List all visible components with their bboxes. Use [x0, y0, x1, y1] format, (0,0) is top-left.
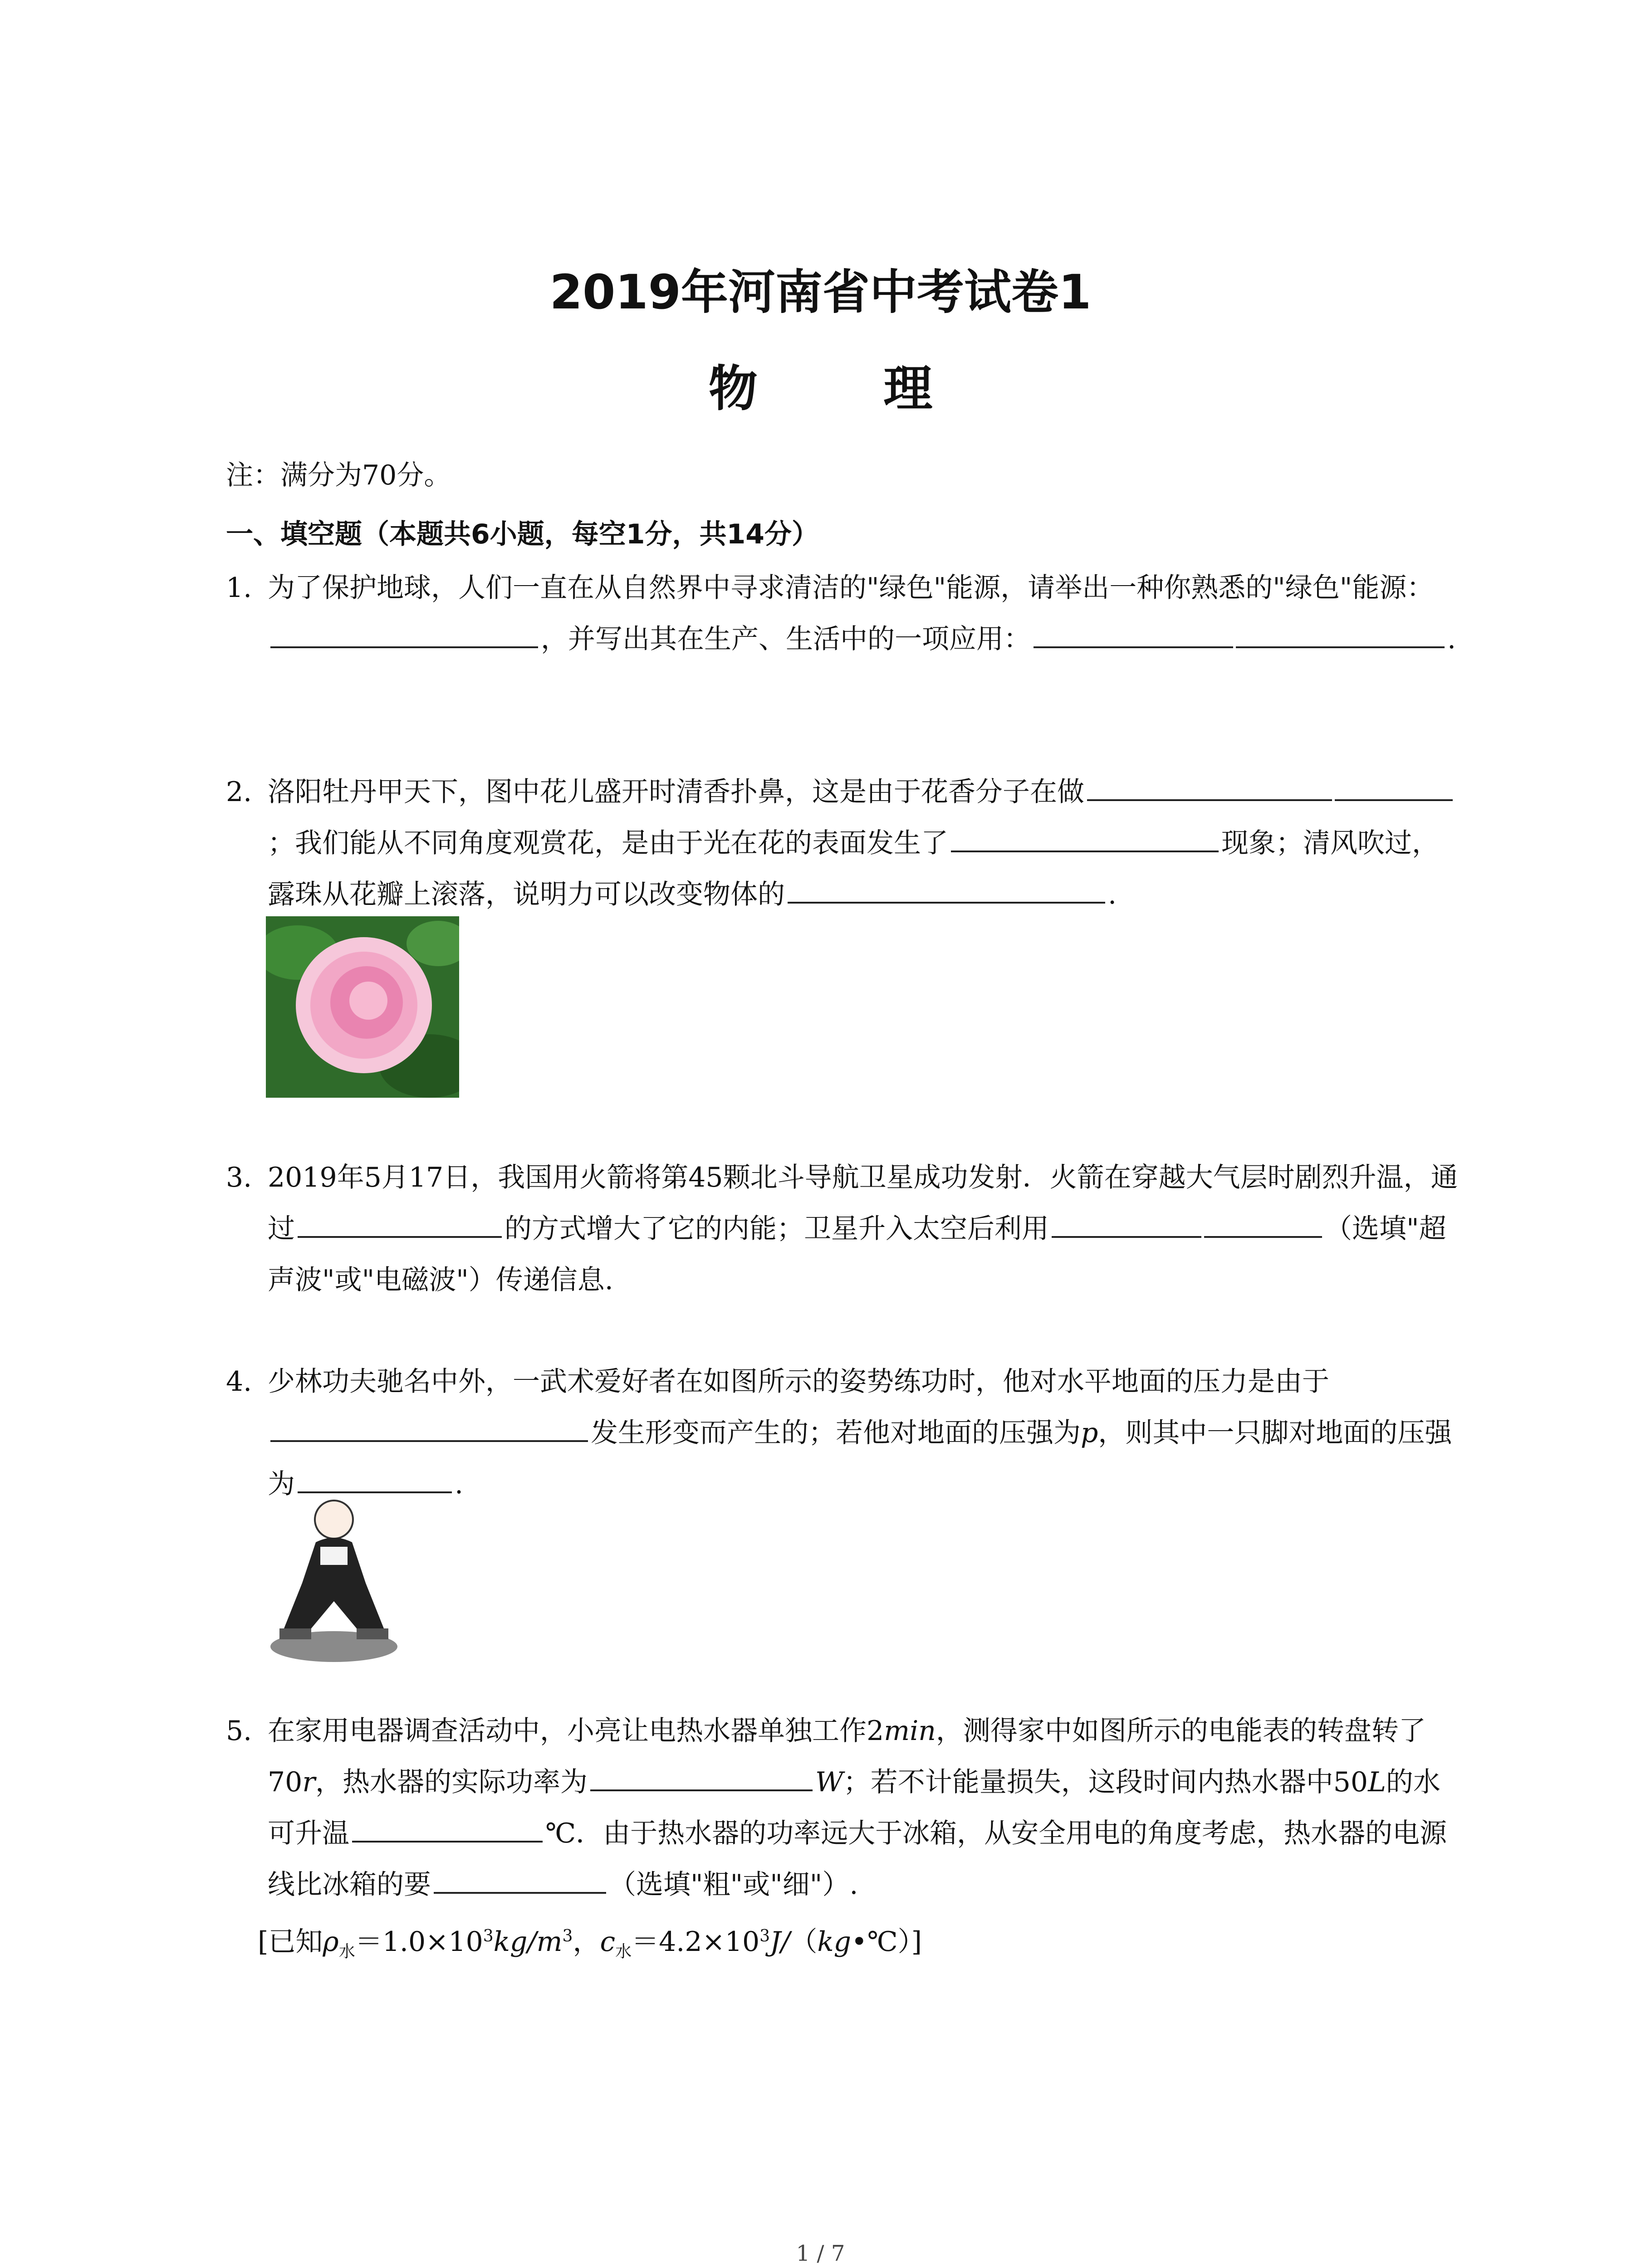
question-text: 在家用电器调查活动中，小亮让电热水器单独工作2: [268, 1715, 884, 1747]
subject-title: 物 理: [708, 361, 987, 417]
question-text: ；我们能从不同角度观赏花，是由于光在花的表面发生了: [268, 827, 948, 859]
given-superscript: 3: [759, 1927, 770, 1945]
question-number: 4.: [226, 1366, 252, 1398]
page-number: 1 / 7: [796, 2241, 845, 2266]
question-text: （选填"超声波"或"电磁波"）传递信息.: [268, 1213, 1446, 1296]
given-data: [258, 1911, 1460, 1977]
question-text: ，热水器的实际功率为: [315, 1766, 588, 1798]
question-text: 现象；清风吹过，露珠从花瓣上滚落，说明力可以改变物体的: [268, 827, 1439, 910]
question-text: .: [1447, 623, 1456, 655]
unit-joule: J/: [770, 1926, 790, 1958]
question-text: 发生形变而产生的；若他对地面的压强为: [591, 1417, 1081, 1449]
pressure-symbol: p: [1081, 1417, 1098, 1449]
question-text: .: [1108, 879, 1117, 910]
unit-kg: kg: [817, 1926, 852, 1958]
question-text: ，测得家中如图所示的电能表的转盘转了70: [268, 1715, 1426, 1798]
answer-blank[interactable]: [434, 1865, 606, 1894]
answer-blank[interactable]: [1052, 1209, 1201, 1238]
answer-blank[interactable]: [1087, 772, 1332, 801]
question-5: [226, 1706, 1460, 1977]
question-text: 的水可升温: [268, 1766, 1440, 1849]
answer-blank[interactable]: [352, 1813, 543, 1843]
question-number: 3.: [226, 1162, 252, 1193]
question-number: 1.: [226, 572, 252, 604]
given-superscript: 3: [562, 1927, 573, 1945]
answer-blank[interactable]: [270, 1413, 588, 1442]
peony-flower-image: [266, 916, 459, 1098]
question-text: ；若不计能量损失，这段时间内热水器中50: [843, 1766, 1368, 1798]
unit-density: kg/m: [493, 1926, 563, 1958]
kungfu-figure-image: [266, 1492, 402, 1665]
question-text: .: [455, 1468, 464, 1500]
section-header: 一、填空题（本题共6小题，每空1分，共14分）: [226, 518, 819, 550]
answer-blank[interactable]: [1204, 1209, 1322, 1238]
question-text: 为了保护地球，人们一直在从自然界中寻求清洁的"绿色"能源，请举出一种你熟悉的"绿色"能源：: [268, 572, 1434, 604]
unit-l: L: [1368, 1766, 1386, 1798]
given-text: ＝1.0×10: [355, 1926, 483, 1958]
question-text: 的方式增大了它的内能；卫星升入太空后利用: [505, 1213, 1049, 1245]
answer-blank[interactable]: [298, 1464, 452, 1493]
question-text: 2019年5月17日，我国用火箭将第45颗北斗导航卫星成功发射．火箭在穿越大气层时剧烈升温，通过: [268, 1162, 1458, 1245]
answer-blank[interactable]: [1335, 772, 1453, 801]
answer-blank[interactable]: [951, 823, 1219, 852]
answer-blank[interactable]: [1034, 619, 1233, 648]
given-subscript: 水: [615, 1942, 632, 1961]
score-note: 注：满分为70分。: [226, 459, 451, 491]
density-symbol: ρ: [323, 1926, 339, 1958]
question-number: 5.: [226, 1715, 252, 1747]
unit-min: min: [884, 1715, 936, 1747]
question-text: ℃．由于热水器的功率远大于冰箱，从安全用电的角度考虑，热水器的电源线比冰箱的要: [268, 1818, 1447, 1901]
given-text: （: [790, 1926, 818, 1958]
question-1: [226, 562, 1460, 665]
answer-blank[interactable]: [788, 875, 1105, 904]
question-text: ，则其中一只脚对地面的压强为: [268, 1417, 1452, 1500]
answer-blank[interactable]: [1236, 619, 1445, 648]
given-text: [已知: [258, 1926, 323, 1958]
given-text: ＝4.2×10: [632, 1926, 760, 1958]
answer-blank[interactable]: [298, 1209, 502, 1238]
exam-title: 2019年河南省中考试卷1: [549, 264, 1092, 320]
answer-blank[interactable]: [270, 619, 538, 648]
question-number: 2.: [226, 776, 252, 808]
question-4: [226, 1356, 1460, 1510]
question-2: [226, 767, 1460, 920]
given-text: •℃）]: [851, 1926, 922, 1958]
heat-capacity-symbol: c: [600, 1926, 616, 1958]
answer-blank[interactable]: [590, 1762, 813, 1791]
question-text: （选填"粗"或"细"）.: [609, 1869, 858, 1901]
question-3: [226, 1152, 1460, 1306]
question-text: ，并写出其在生产、生活中的一项应用：: [541, 623, 1031, 655]
question-text: 少林功夫驰名中外，一武术爱好者在如图所示的姿势练功时，他对水平地面的压力是由于: [268, 1366, 1329, 1398]
given-superscript: 3: [483, 1927, 494, 1945]
unit-w: W: [815, 1766, 843, 1798]
question-text: 洛阳牡丹甲天下，图中花儿盛开时清香扑鼻，这是由于花香分子在做: [268, 776, 1084, 808]
given-text: ，: [573, 1926, 600, 1958]
unit-r: r: [302, 1766, 316, 1798]
given-subscript: 水: [338, 1942, 355, 1961]
